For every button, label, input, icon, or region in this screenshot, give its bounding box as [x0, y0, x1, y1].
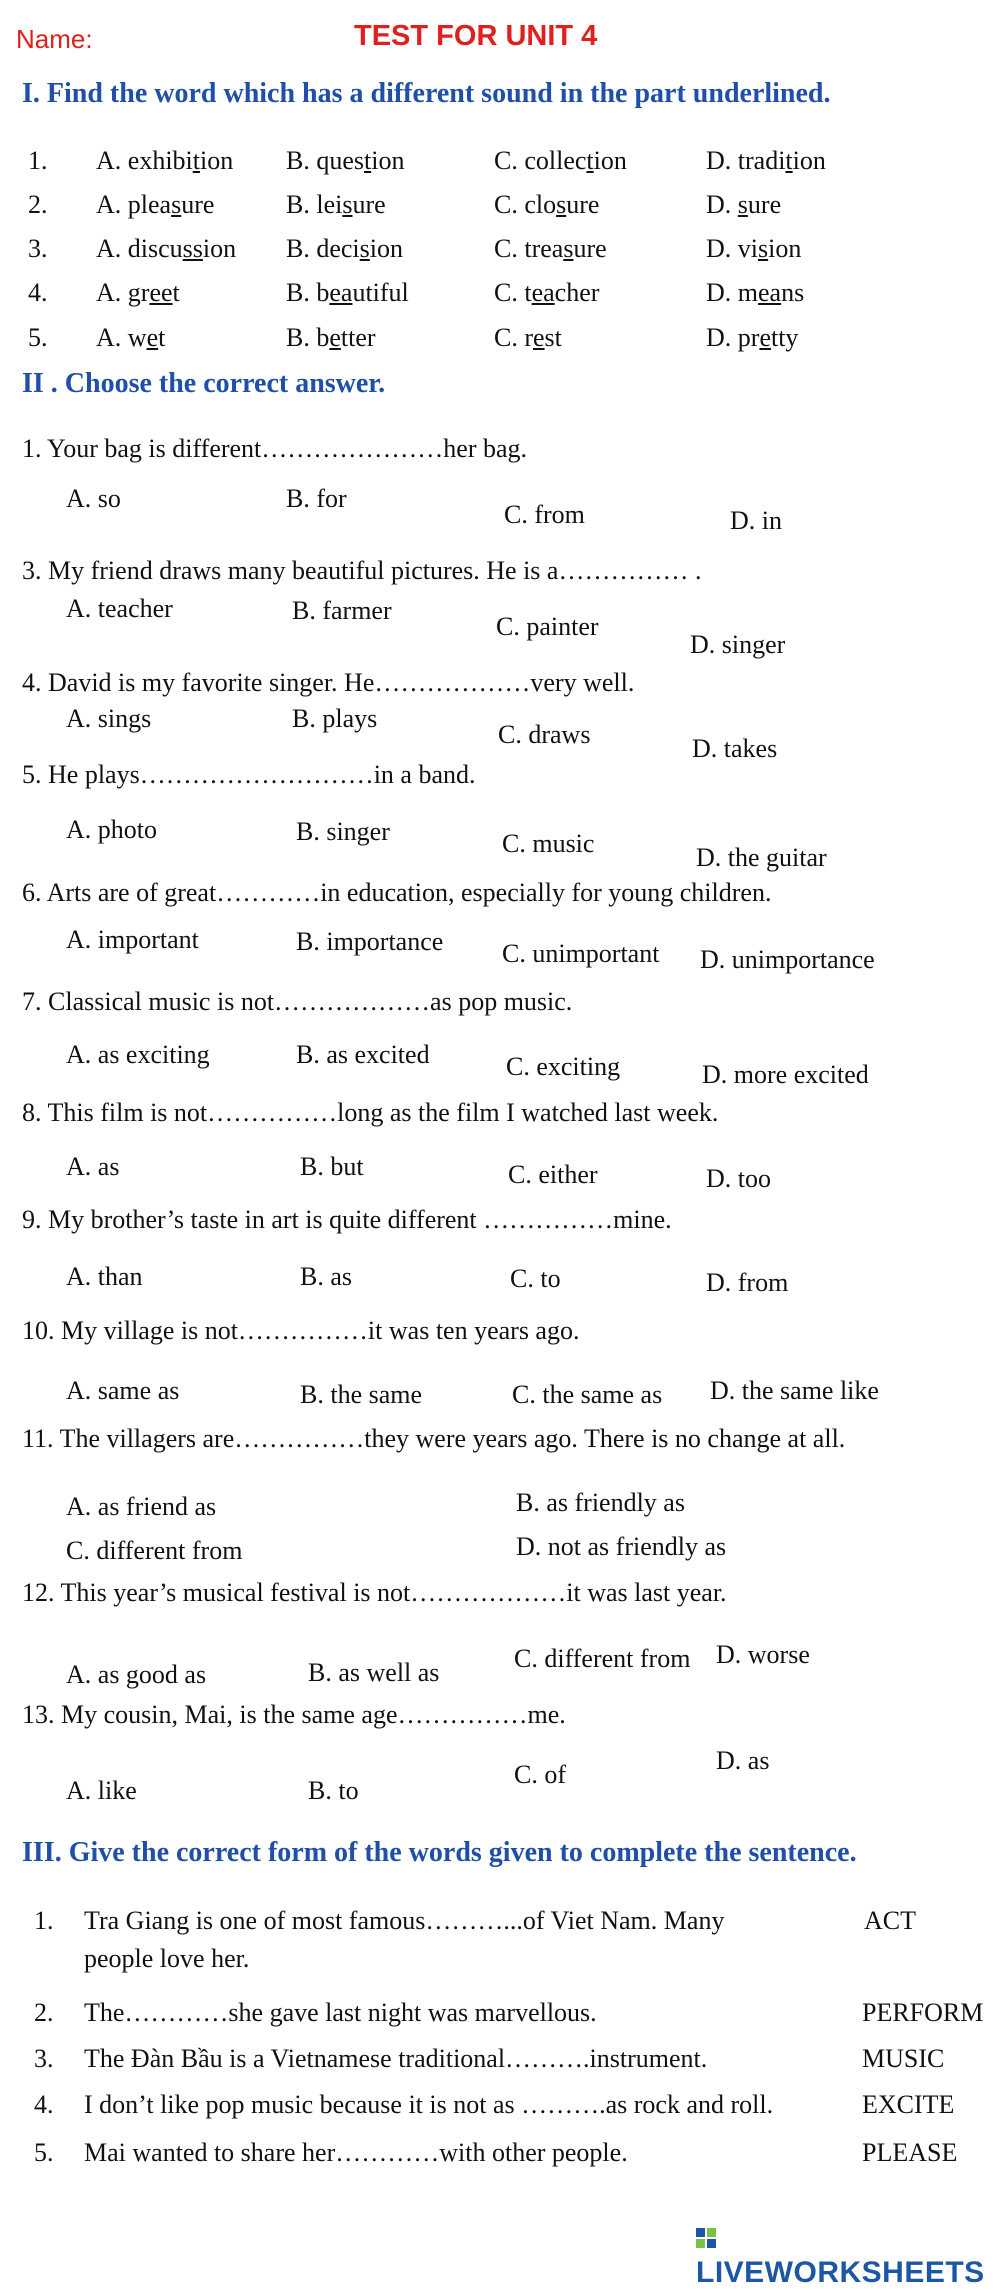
answer-option-d[interactable]: D. from — [706, 1268, 789, 1297]
word-part: ure — [573, 234, 607, 263]
option-a[interactable] — [96, 234, 236, 264]
word-part: tty — [770, 323, 799, 352]
item-number: 2. — [28, 190, 48, 219]
section-3-heading: III. Give the correct form of the words given to complete the sentence. — [22, 1837, 857, 1868]
underlined-part: s — [342, 190, 353, 219]
given-word: PLEASE — [862, 2138, 958, 2167]
answer-option-c[interactable]: C. different from — [66, 1536, 243, 1565]
sentence-text: The Đàn Bầu is a Vietnamese traditional……….instrument. — [84, 2044, 708, 2073]
answer-option-d[interactable]: D. more excited — [702, 1060, 869, 1089]
option-b[interactable] — [286, 278, 409, 308]
answer-option-d[interactable]: D. worse — [716, 1640, 810, 1669]
word-part: tter — [340, 323, 376, 352]
answer-option-a[interactable]: A. as friend as — [66, 1492, 217, 1521]
word-part: C. r — [494, 323, 533, 352]
option-d[interactable] — [706, 146, 826, 176]
answer-option-a[interactable]: A. than — [66, 1262, 143, 1291]
given-word: ACT — [864, 1906, 916, 1935]
underlined-part: e — [759, 323, 771, 352]
word-part: ure — [181, 190, 215, 219]
word-part: C. t — [494, 278, 532, 307]
item-number: 3. — [28, 234, 48, 263]
word-part: B. b — [286, 323, 330, 352]
answer-option-c[interactable]: C. different from — [514, 1644, 691, 1673]
option-c[interactable] — [494, 234, 607, 264]
word-part: C. trea — [494, 234, 564, 263]
question-text: 3. My friend draws many beautiful pictures. He is a…………… . — [22, 556, 702, 585]
question-text: 7. Classical music is not………………as pop music. — [22, 987, 573, 1016]
answer-option-d[interactable]: D. the same like — [710, 1376, 879, 1405]
name-label: Name: — [16, 24, 93, 54]
answer-option-a[interactable]: A. like — [66, 1776, 137, 1805]
answer-option-d[interactable]: D. the guitar — [696, 843, 827, 872]
item-number: 1. — [28, 146, 48, 175]
answer-option-d[interactable]: D. in — [730, 506, 782, 535]
option-b[interactable] — [286, 146, 404, 176]
word-part: ion — [371, 146, 405, 175]
option-a[interactable] — [96, 146, 233, 176]
answer-option-d[interactable]: D. takes — [692, 734, 778, 763]
answer-option-c[interactable]: C. the same as — [512, 1380, 663, 1409]
option-b[interactable] — [286, 323, 376, 353]
word-part: C. clo — [494, 190, 557, 219]
word-part: t — [158, 323, 166, 352]
word-part: ion — [792, 146, 826, 175]
answer-option-a[interactable]: A. teacher — [66, 594, 173, 623]
sentence-text-continued: people love her. — [84, 1944, 250, 1973]
answer-option-c[interactable]: C. of — [514, 1760, 566, 1789]
word-part: D. tradi — [706, 146, 786, 175]
word-part: B. ques — [286, 146, 364, 175]
underlined-part: ea — [329, 278, 353, 307]
sentence-text: Tra Giang is one of most famous………...of Viet Nam. Many — [84, 1906, 725, 1935]
option-b[interactable] — [286, 190, 386, 220]
answer-option-b[interactable]: B. for — [286, 484, 347, 513]
question-text: 6. Arts are of great…………in education, especially for young children. — [22, 878, 772, 907]
underlined-part: t — [785, 146, 793, 175]
option-a[interactable] — [96, 278, 180, 308]
answer-option-b[interactable]: B. as excited — [296, 1040, 430, 1069]
question-text: 10. My village is not……………it was ten years ago. — [22, 1316, 580, 1345]
option-c[interactable] — [494, 323, 562, 353]
word-part: cher — [554, 278, 600, 307]
answer-option-b[interactable]: B. as — [300, 1262, 352, 1291]
underlined-part: ee — [149, 278, 173, 307]
option-d[interactable] — [706, 190, 781, 220]
sentence-text: Mai wanted to share her…………with other people. — [84, 2138, 628, 2167]
answer-option-d[interactable]: D. singer — [690, 630, 786, 659]
answer-option-c[interactable]: C. painter — [496, 612, 599, 641]
section-1-heading: I. Find the word which has a different sound in the part underlined. — [22, 78, 831, 109]
underlined-part: s — [359, 234, 370, 263]
item-number: 1. — [34, 1906, 54, 1935]
word-part: A. w — [96, 323, 147, 352]
answer-option-b[interactable]: B. the same — [300, 1380, 423, 1409]
option-d[interactable] — [706, 323, 798, 353]
option-d[interactable] — [706, 234, 801, 264]
word-part: D. — [706, 190, 738, 219]
question-text: 13. My cousin, Mai, is the same age……………me. — [22, 1700, 566, 1729]
answer-option-b[interactable]: B. farmer — [292, 596, 392, 625]
underlined-part: s — [563, 234, 574, 263]
answer-option-d[interactable]: D. unimportance — [700, 945, 875, 974]
word-part: ure — [566, 190, 600, 219]
option-c[interactable] — [494, 190, 599, 220]
answer-option-b[interactable]: B. as friendly as — [516, 1488, 685, 1517]
answer-option-a[interactable]: A. photo — [66, 815, 157, 844]
option-c[interactable] — [494, 278, 599, 308]
option-d[interactable] — [706, 278, 804, 308]
word-part: ion — [369, 234, 404, 263]
word-part: ion — [202, 234, 237, 263]
word-part: ns — [781, 278, 805, 307]
sentence-text: I don’t like pop music because it is not as ……….as rock and roll. — [84, 2090, 774, 2119]
item-number: 2. — [34, 1998, 54, 2027]
liveworksheets-logo — [696, 2222, 1000, 2290]
underlined-part: s — [758, 234, 769, 263]
liveworksheets-logo-icon — [696, 2228, 718, 2250]
option-a[interactable] — [96, 190, 214, 220]
word-part: D. vi — [706, 234, 758, 263]
word-part: B. deci — [286, 234, 360, 263]
answer-option-b[interactable]: B. singer — [296, 817, 390, 846]
word-part: t — [172, 278, 180, 307]
item-number: 3. — [34, 2044, 54, 2073]
answer-option-d[interactable]: D. too — [706, 1164, 771, 1193]
answer-option-c[interactable]: C. from — [504, 500, 585, 529]
answer-option-b[interactable]: B. to — [308, 1776, 359, 1805]
question-text: 12. This year’s musical festival is not………………it was last year. — [22, 1578, 727, 1607]
answer-option-a[interactable]: A. so — [66, 484, 121, 513]
answer-option-b[interactable]: B. as well as — [308, 1658, 440, 1687]
underlined-part: e — [533, 323, 545, 352]
answer-option-c[interactable]: C. to — [510, 1264, 561, 1293]
answer-option-a[interactable]: A. as exciting — [66, 1040, 210, 1069]
word-part: D. pr — [706, 323, 760, 352]
item-number: 4. — [34, 2090, 54, 2119]
underlined-part: t — [586, 146, 594, 175]
item-number: 5. — [28, 323, 48, 352]
word-part: A. exhibi — [96, 146, 193, 175]
answer-option-c[interactable]: C. exciting — [506, 1052, 621, 1081]
answer-option-c[interactable]: C. unimportant — [502, 939, 660, 968]
logo-text: LIVEWORKSHEETS — [696, 2256, 985, 2289]
word-part: A. discu — [96, 234, 183, 263]
underlined-part: e — [329, 323, 341, 352]
underlined-part: s — [556, 190, 567, 219]
page-title: TEST FOR UNIT 4 — [354, 20, 598, 52]
option-b[interactable] — [286, 234, 403, 264]
answer-option-a[interactable]: A. important — [66, 925, 199, 954]
given-word: PERFORM — [862, 1998, 984, 2027]
answer-option-d[interactable]: D. as — [716, 1746, 770, 1775]
word-part: utiful — [352, 278, 409, 307]
word-part: A. plea — [96, 190, 172, 219]
answer-option-a[interactable]: A. same as — [66, 1376, 180, 1405]
option-c[interactable] — [494, 146, 627, 176]
underlined-part: s — [171, 190, 182, 219]
answer-option-c[interactable]: C. draws — [498, 720, 591, 749]
underlined-part: e — [146, 323, 159, 352]
underlined-part: ea — [758, 278, 782, 307]
question-text: 9. My brother’s taste in art is quite different ……………mine. — [22, 1205, 672, 1234]
word-part: ion — [200, 146, 234, 175]
answer-option-b[interactable]: B. plays — [292, 704, 378, 733]
given-word: EXCITE — [862, 2090, 955, 2119]
answer-option-a[interactable]: A. as — [66, 1152, 120, 1181]
question-text: 1. Your bag is different…………………her bag. — [22, 434, 528, 463]
answer-option-a[interactable]: A. sings — [66, 704, 152, 733]
answer-option-c[interactable]: C. music — [502, 829, 595, 858]
section-2-heading: II . Choose the correct answer. — [22, 368, 386, 399]
question-text: 5. He plays………………………in a band. — [22, 760, 476, 789]
item-number: 4. — [28, 278, 48, 307]
sentence-text: The…………she gave last night was marvellous. — [84, 1998, 597, 2027]
word-part: D. m — [706, 278, 758, 307]
item-number: 5. — [34, 2138, 54, 2167]
word-part: B. b — [286, 278, 330, 307]
underlined-part: s — [737, 190, 748, 219]
question-text: 11. The villagers are……………they were years ago. There is no change at all. — [22, 1424, 846, 1453]
word-part: st — [544, 323, 562, 352]
word-part: ion — [768, 234, 802, 263]
underlined-part: ss — [182, 234, 203, 263]
question-text: 8. This film is not……………long as the film I watched last week. — [22, 1098, 719, 1127]
word-part: B. lei — [286, 190, 343, 219]
underlined-part: t — [364, 146, 372, 175]
question-text: 4. David is my favorite singer. He………………very well. — [22, 668, 635, 697]
answer-option-d[interactable]: D. not as friendly as — [516, 1532, 727, 1561]
answer-option-c[interactable]: C. either — [508, 1160, 598, 1189]
word-part: ure — [352, 190, 386, 219]
answer-option-b[interactable]: B. but — [300, 1152, 364, 1181]
word-part: ion — [593, 146, 627, 175]
underlined-part: ea — [531, 278, 555, 307]
answer-option-a[interactable]: A. as good as — [66, 1660, 207, 1689]
underlined-part: t — [192, 146, 200, 175]
option-a[interactable] — [96, 323, 165, 353]
given-word: MUSIC — [862, 2044, 945, 2073]
word-part: A. gr — [96, 278, 150, 307]
answer-option-b[interactable]: B. importance — [296, 927, 444, 956]
word-part: ure — [747, 190, 782, 219]
word-part: C. collec — [494, 146, 587, 175]
